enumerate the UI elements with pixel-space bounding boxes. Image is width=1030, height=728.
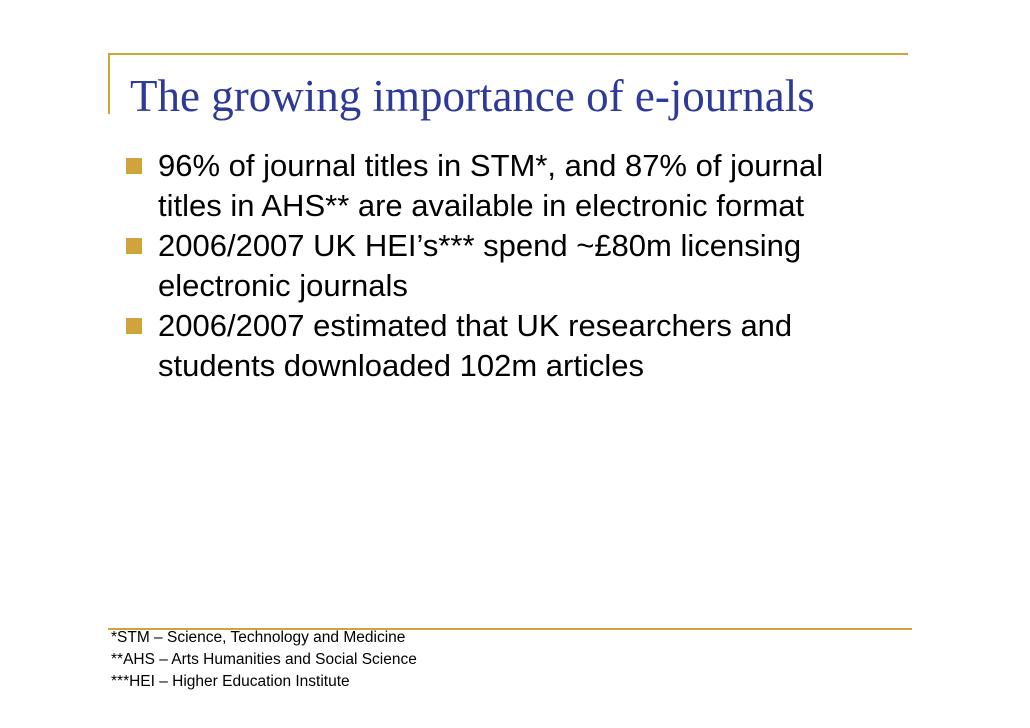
top-accent-rule (108, 53, 908, 55)
footnotes (111, 627, 417, 693)
footnote-ahs: **AHS – Arts Humanities and Social Science (111, 651, 417, 668)
square-bullet-icon (126, 238, 142, 254)
slide-title: The growing importance of e-journals (130, 71, 815, 121)
bullet-item (120, 226, 880, 306)
bullet-list (120, 146, 880, 386)
left-accent-rule (108, 53, 110, 114)
bullet-item (120, 306, 880, 386)
footnote-hei: ***HEI – Higher Education Institute (111, 673, 350, 690)
bullet-text: 2006/2007 UK HEI’s*** spend ~£80m licensing electronic journals (158, 228, 802, 303)
bullet-text: 2006/2007 estimated that UK researchers and students downloaded 102m articles (158, 308, 793, 383)
bullet-text: 96% of journal titles in STM*, and 87% of journal titles in AHS** are available in electronic format (158, 148, 824, 223)
square-bullet-icon (126, 318, 142, 334)
bullet-item (120, 146, 880, 226)
footnote-stm: *STM – Science, Technology and Medicine (111, 629, 406, 646)
square-bullet-icon (126, 158, 142, 174)
